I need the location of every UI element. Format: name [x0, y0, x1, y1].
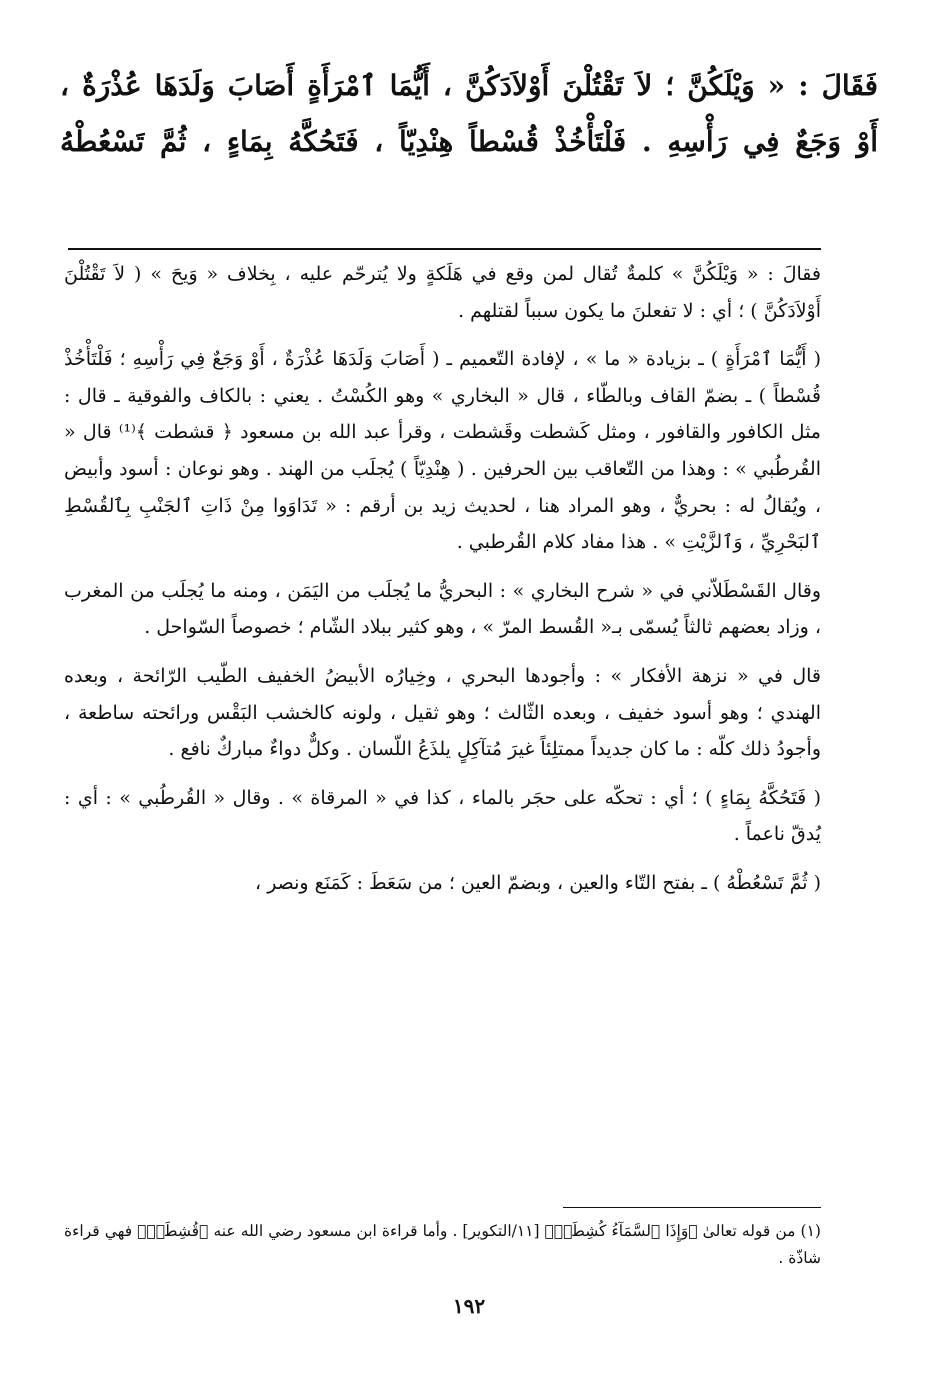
commentary-text	[64, 256, 821, 902]
commentary-paragraph: ( أَيُّمَا ٱمْرَأَةٍ ) ـ بزيادة « ما » ، لإفادة التّعميم ـ ( أَصَابَ وَلَدَهَا عُذْرَةٌ ، أَوْ وَجَعٌ فِي رَأْسِهِ ؛ فَلْتَأْخُذْ قُسْطاً ) ـ بضمّ القاف وبالطّاء ، قال « البخاري » وهو الكُسْتُ . يعني : بالكاف والفوقية ـ قال : مثل الكافور والقافور ، ومثل كَشطت وقَشطت ، وقرأ عبد الله بن مسعود ﴿ قشطت ﴾⁽¹⁾ قال « القُرطُبي » : وهذا من التّعاقب بين الحرفين . ( هِنْدِيّاً ) يُجلَب من الهند . وهو نوعان : أسود وأبيض ، ويُقالُ له : بحريٌّ ، وهو المراد هنا ، لحديث زيد بن أرقم : « تَدَاوَوا مِنْ ذَاتِ ٱلجَنْبِ بِٱلقُسْطِ ٱلبَحْرِيِّ ، وَٱلزَّيْتِ » . هذا مفاد كلام القُرطبي .	[64, 348, 821, 554]
footnote-rule	[563, 1207, 821, 1208]
hadith-line: أَوْ وَجَعٌ فِي رَأْسِهِ . فَلْتَأْخُذْ قُسْطاً هِنْدِيّاً ، فَتَحُكَّهُ بِمَاءٍ ، ثُمَّ تَسْعُطْهُ	[60, 125, 878, 158]
hadith-text	[60, 58, 878, 170]
commentary-paragraph: وقال القَسْطَلاّني في « شرح البخاري » : البحريُّ ما يُجلَب من اليَمَن ، ومنه ما يُجلَب من المغرب ، وزاد بعضهم ثالثاً يُسمّى بـ« القُسط المرّ » ، وهو كثير ببلاد الشّام ؛ خصوصاً السّواحل .	[64, 579, 821, 639]
hadith-line: فَقَالَ : « وَيْلَكُنَّ ؛ لاَ تَقْتُلْنَ أَوْلاَدَكُنَّ ، أَيُّمَا ٱمْرَأَةٍ أَصَابَ وَلَدَهَا عُذْرَةٌ ،	[60, 69, 878, 102]
footnote	[64, 1218, 821, 1272]
footnote-number: (١)	[800, 1222, 821, 1240]
separator-rule	[68, 248, 821, 250]
commentary-paragraph: ( فَتَحُكَّهُ بِمَاءٍ ) ؛ أي : تحكّه على حجَر بالماء ، كذا في « المرقاة » . وقال « القُرطُبي » : أي : يُدقّ ناعماً .	[64, 786, 821, 846]
commentary-paragraph: فقالَ : « وَيْلَكُنَّ » كلمةٌ تُقال لمن وقع في هَلَكةٍ ولا يُترحّم عليه ، بِخلاف « وَيحَ » ( لاَ تَقْتُلْنَ أَوْلاَدَكُنَّ ) ؛ أي : لا تفعلنَ ما يكون سبباً لقتلهم .	[64, 263, 821, 322]
commentary-paragraph: ( ثُمَّ تَسْعُطْهُ ) ـ بفتح التّاء والعين ، وبضمّ العين ؛ من سَعَطَ : كَمَنَع ونصر ،	[255, 871, 821, 894]
commentary-paragraph: قال في « نزهة الأفكار » : وأجودها البحري ، وخِيارُه الأبيضُ الخفيف الطّيب الرّائحة ، وبعده الهندي ؛ وهو أسود خفيف ، وبعده الثّالث ؛ وهو ثقيل ، ولونه كالخشب البَقْس ورائحته ساطعة ، وأجودُ ذلك كلّه : ما كان جديداً ممتلِئاً غيرَ مُتآكِلٍ يلذَعُ اللّسان . وكلٌّ دواءٌ مباركٌ نافع .	[64, 664, 821, 761]
page-number: ١٩٢	[452, 1294, 486, 1318]
footnote-text: من قوله تعالىٰ ﴿وَإِذَا ٱلسَّمَآءُ كُشِطَتۡ﴾ [١١/التكوير] . وأما قراءة ابن مسعود رضي الله عنه ﴿قُشِطَتۡ﴾ فهي قراءة شاذّة .	[64, 1222, 821, 1267]
